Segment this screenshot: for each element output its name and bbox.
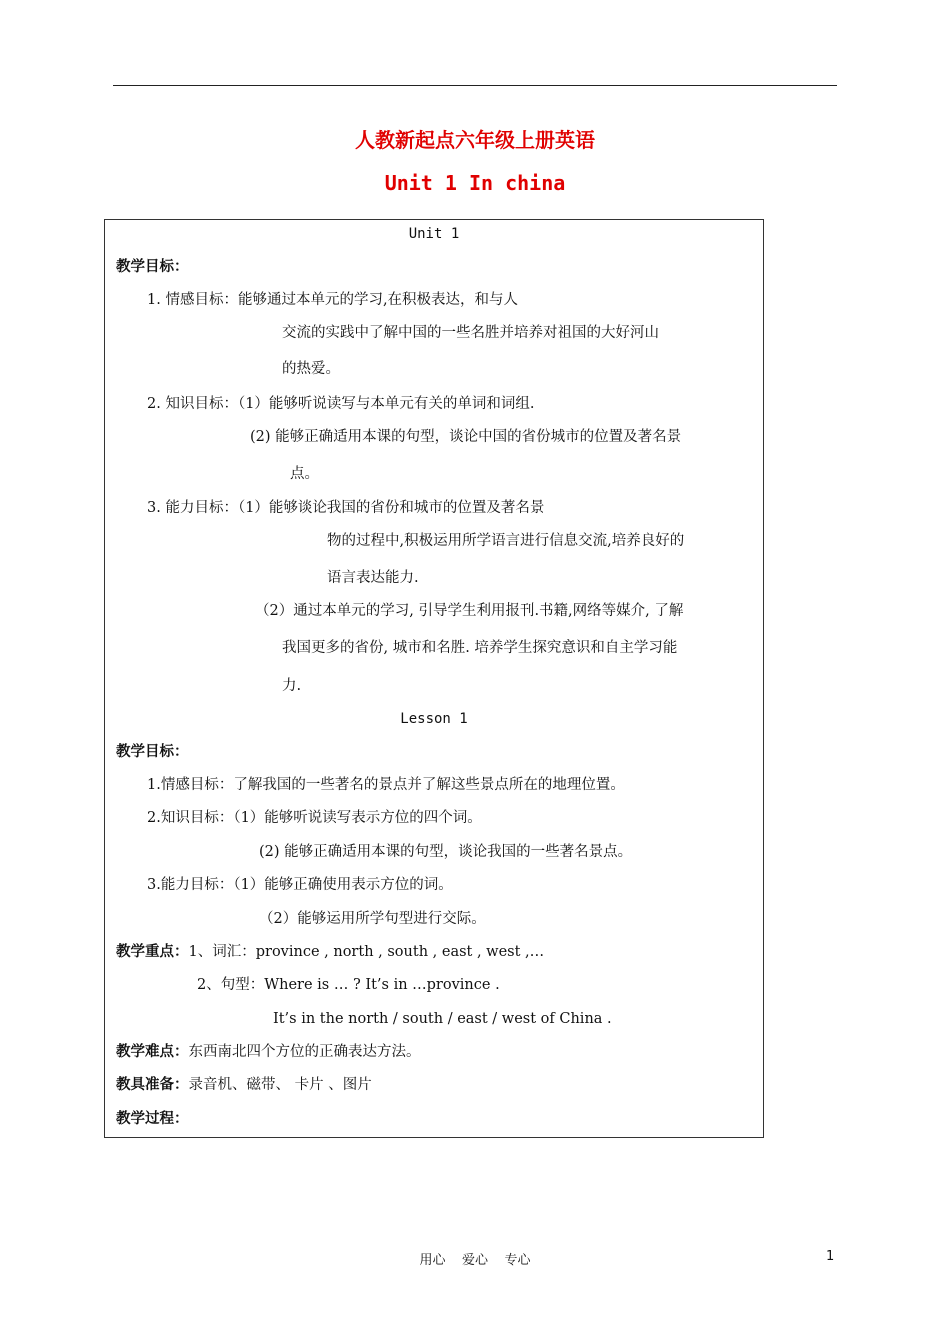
document-title: 人教新起点六年级上册英语 [355, 128, 595, 152]
key-point-line: 2、句型：Where is … ? It’s in …province . [197, 977, 500, 993]
materials-label: 教具准备： [116, 1076, 189, 1093]
key-point-line: 1、词汇：province , north , south , east , west ,… [188, 944, 545, 960]
lesson-goals-label: 教学目标： [116, 743, 189, 760]
difficulty-row [116, 1042, 421, 1062]
process-label: 教学过程： [116, 1110, 189, 1127]
unit-goal-line: 交流的实践中了解中国的一些名胜并培养对祖国的大好河山 [282, 325, 659, 341]
difficulty-text: 东西南北四个方位的正确表达方法。 [188, 1044, 421, 1060]
lesson-plan-table [104, 219, 764, 1138]
unit-goal-line: 1. 情感目标：能够通过本单元的学习,在积极表达，和与人 [147, 292, 519, 308]
lesson-goal-line: 2.知识目标：（1）能够听说读写表示方位的四个词。 [147, 810, 482, 826]
lesson-heading: Lesson 1 [400, 711, 468, 727]
key-point-line: It’s in the north / south / east / west of China . [273, 1011, 612, 1027]
document-subtitle: Unit 1 In china [384, 171, 566, 195]
lesson-goal-line: (2) 能够正确适用本课的句型，谈论我国的一些著名景点。 [259, 844, 633, 860]
unit-heading: Unit 1 [408, 226, 460, 242]
unit-goal-line: (2) 能够正确适用本课的句型，谈论中国的省份城市的位置及著名景 [250, 429, 682, 445]
unit-goal-line: 我国更多的省份, 城市和名胜. 培养学生探究意识和自主学习能 [282, 640, 678, 656]
unit-goal-line: 2. 知识目标：（1）能够听说读写与本单元有关的单词和词组. [147, 396, 535, 412]
lesson-goal-line: 3.能力目标：（1）能够正确使用表示方位的词。 [147, 877, 453, 893]
unit-goal-line: 3. 能力目标：（1）能够谈论我国的省份和城市的位置及著名景 [147, 500, 545, 516]
unit-goal-line: 物的过程中,积极运用所学语言进行信息交流,培养良好的 [327, 533, 685, 549]
materials-row [116, 1075, 372, 1095]
materials-text: 录音机、磁带、 卡片 、图片 [188, 1077, 372, 1093]
unit-goal-line: 的热爱。 [282, 361, 340, 377]
difficulty-label: 教学难点： [116, 1043, 189, 1060]
key-points-label: 教学重点： [116, 943, 189, 960]
lesson-goal-line: 1.情感目标：了解我国的一些著名的景点并了解这些景点所在的地理位置。 [147, 777, 625, 793]
key-points-row [116, 942, 544, 962]
unit-goals-label: 教学目标： [116, 258, 189, 275]
page-number: 1 [826, 1249, 835, 1264]
lesson-goal-line: （2）能够运用所学句型进行交际。 [259, 911, 486, 927]
unit-goal-line: 点。 [290, 466, 319, 482]
unit-goal-line: （2）通过本单元的学习, 引导学生利用报刊.书籍,网络等媒介, 了解 [255, 603, 684, 619]
header-rule [113, 85, 837, 86]
page-footer: 用心 爱心 专心 [419, 1253, 531, 1268]
unit-goal-line: 力. [282, 678, 302, 694]
unit-goal-line: 语言表达能力. [327, 570, 419, 586]
